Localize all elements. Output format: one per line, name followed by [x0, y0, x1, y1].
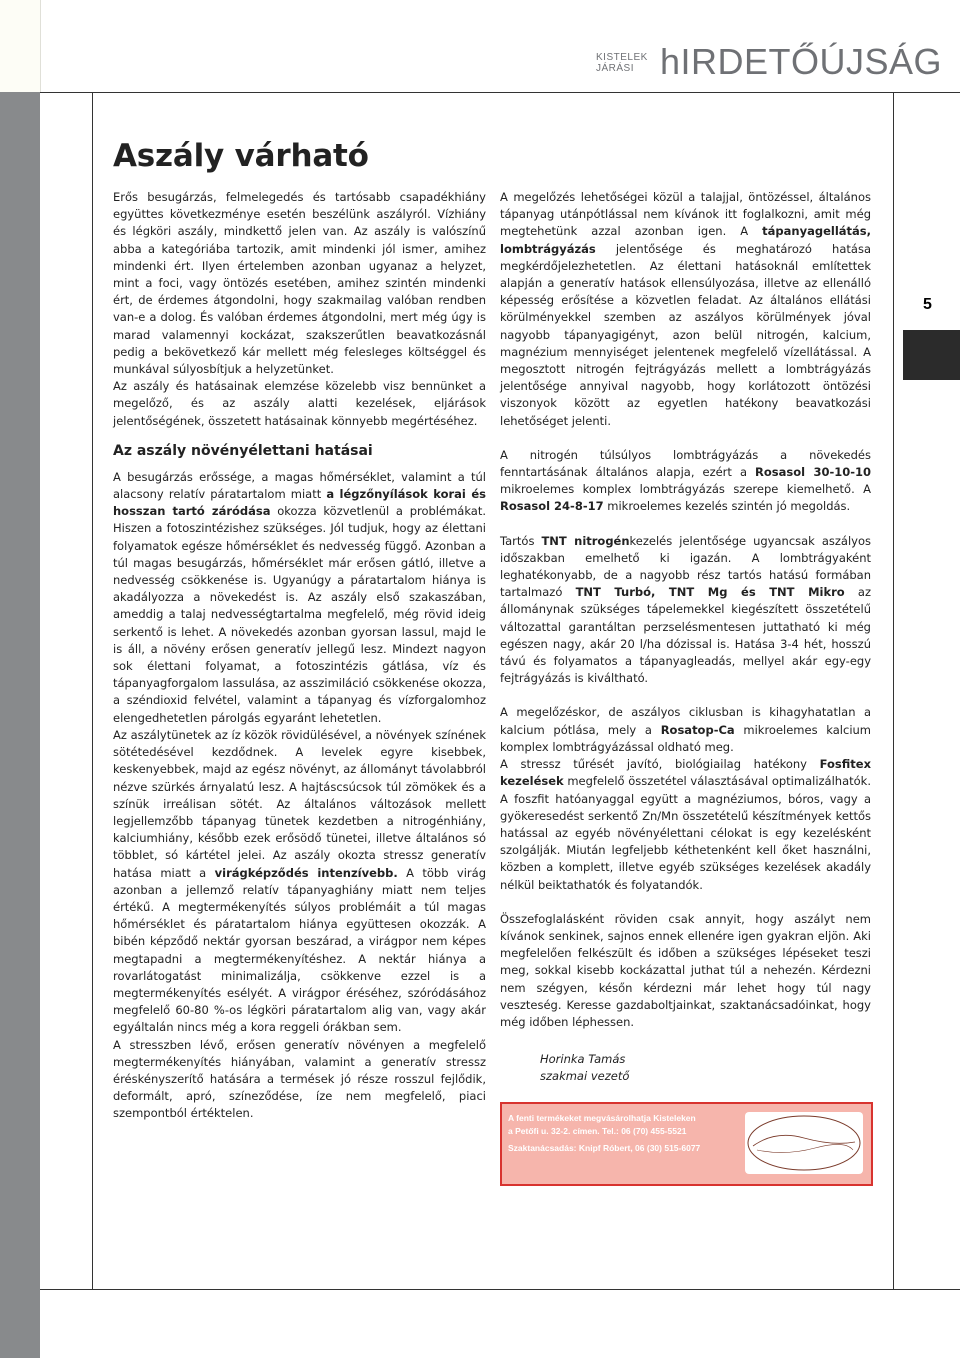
text-run: Az aszálytünetek az íz közök rövidülésével, a növények színének sötétedésével kezdődnek. A levelek egyre kisebbek, keskenyebbek, majd az egész növényt, az állományt távolabbról nézve szürkés árnyalatú lesz. A hajtáscsúcsok túl zömökek és a színük irreálisan sötét. Az általános változások mellett legjellemzőbb tápanyag tünetek kezdetben a nitrogénhiány, kalciumhiány, később ezek erősödő tünetei, illetve általános só többlet, só kártétel jelei. Az aszály okozta stressz generatív hatása miatt a	[113, 727, 486, 880]
article-title: Aszály várható	[113, 138, 369, 174]
bold-text: Rosasol 24-8-17	[500, 499, 604, 514]
paragraph-gap	[500, 894, 871, 911]
paragraph: Összefoglalásként röviden csak annyit, hogy aszályt nem kívánok senkinek, sajnos ennek ellenére igen gyakran eljön. Aki megfelelően felkészült és időben a szükséges lépéseket teszi meg, sokkal kisebb kockázattal juthat túl a nehezén. Kérdezni nem szégyen, későn kérdezni már lehet hogy túl nagy veszteség. Keresse gazdaboltjainkat, szaktanácsadóinkat, hogy még időben léphessen.	[500, 911, 871, 1029]
text-run: kezelés jelentősége ugyancsak aszályos időszakban emelhető ki igazán. A lombtrágyaként leghatékonyabb, de a nagyobb rész tartós hatású formában tartalmazó	[500, 533, 871, 600]
text-run: az állománynak szükséges tápelemekkel kiegészített összetételű változattal garantáltan perzselésmentesen juttatható ki még egészen nagy, akár 20 l/ha dózissal is. Hatása 3-4 hét, hosszú távú és folyamatos a tápanyagleadás, mellyel akár egy-egy fejtrágyázás is kiváltható.	[500, 585, 871, 686]
signature-role: szakmai vezető	[540, 1069, 630, 1084]
advertisement-box	[500, 1102, 873, 1186]
bold-text: tápanyagellátás, lombtrágyázás	[500, 224, 871, 256]
paragraph: A stresszben lévő, erősen generatív növényen a megfelelő megtermékenyítés hiányában, valamint a generatív stressz éréskényszerítő hatására a termések jó része rosszul fejlődik, deformált, apró, színeződése, íze nem megfelelő, piaci szempontból értéktelen.	[113, 1037, 486, 1121]
ad-line: Szaktanácsadás: Knipf Róbert, 06 (30) 515-6077	[508, 1142, 701, 1153]
text-run: mikroelemes komplex lombtrágyázás szerepe kiemelhető. A	[500, 482, 871, 497]
frame-bottom-line	[40, 1289, 960, 1290]
company-logo-graphic	[745, 1112, 863, 1174]
text-run: A nitrogén túlsúlyos lombtrágyázás a növekedés fenntartásának általános alapja, ezért a	[500, 447, 871, 480]
paragraph: Az aszály és hatásainak elemzése közelebb visz bennünket a megelőző, és az aszály alatti kezelések, eljárások jelentőségének, összetett hatásainak könnyebb megértéséhez.	[113, 379, 486, 428]
text-run: A stressz tűrését javító, biológiailag hatékony	[500, 757, 820, 772]
left-margin-bar	[0, 92, 40, 1358]
text-run: mikroelemes kalcium komplex lombtrágyázással oldható meg.	[500, 722, 872, 754]
page-number: 5	[923, 296, 932, 313]
paragraph	[500, 704, 871, 756]
paragraph	[113, 727, 486, 1037]
text-run: okozza közvetlenül a problémákat. Hiszen a fotoszintézishez szükséges. Jól tudjuk, hogy az élettani folyamatok egésze hőmérséklet és nedvesség függő. Azonban a túl magas besugárzás, hőmérséklet már erősen gátló, illetve a nedvesség csökkenése is. Ugyanúgy a páratartalom hiánya is akadályozza a növekedést is. Az aszály első szakaszában, ameddig a talaj nedvességtartalma megfelelő, még rövid ideig serkentő is lehet. A növekedés azonban gyorsan lassul, majd le is áll, a növény erősen generatív jellegű lesz. Mindezt nagyon sok élettani folyamat, a fotoszintézis gátlása, víz és tápanyagforgalom lassulása, az asszimiláció csökkenése okozza, a széndioxid felvétel, valamint a tápanyag és vízforgalomhoz elengedhetetlen párolgás egyaránt lehetetlen.	[113, 504, 486, 725]
bold-text: a légzőnyílások korai és hosszan tartó záródása	[113, 487, 486, 519]
article-column-right	[500, 189, 871, 1186]
paragraph	[500, 756, 871, 894]
text-run: A megelőzéskor, de aszályos ciklusban is kihagyhatatlan a kalcium pótlása, mely a	[500, 705, 871, 737]
ad-line: A fenti termékeket megvásárolhatja Kisteleken	[508, 1112, 696, 1123]
frame-top-line	[40, 92, 960, 93]
brand-title: hIRDETŐÚJSÁG	[660, 41, 943, 82]
text-run: jelentősége és meghatározó hatása megkérdőjelezhetetlen. Az élettani hatásoknál említettek alapján a generatív hatások ellensúlyozása, illetve az ellenálló képesség erősítése a közvetlen feladat. Az általános ellátási körülményekkel szemben az aszályos körülmények jóval nagyobb tápanyagigényt, azon belül nitrogén, kalcium, magnézium mennyiséget jelentenek megfelelő vízellátással. A megosztott nitrogén fejtrágyázás mellett a lombtrágyázás jelentősége annyival nagyobb, hogy korlátozott öntözési viszonyok között az egyetlen hatékony beavatkozási lehetőséget jelenti.	[500, 241, 871, 428]
bold-text: Fosfitex kezelések	[500, 757, 871, 789]
text-run: megfelelő összetétel választásával optimalizálhatók. A foszfit hatóanyaggal együtt a magnéziumos, bóros, vagy a gyökeresedést serkentő Zn/Mn összetételű készítmények kettős hatással az egyéb növényélettani célokat is egy kezelésként szolgálják. Miután legfeljebb kéthetenként kell őket használni, közben a komplett, illetve egyéb szükséges kezelések akadály nélkül beiktathatók és folyatandók.	[500, 774, 871, 892]
frame-right-line	[893, 92, 894, 1289]
bold-text: TNT nitrogén	[541, 533, 630, 548]
text-run: A megelőzés lehetőségei közül a talajjal, öntözéssel, általános tápanyag utánpótlással nem kívánok itt foglalkozni, amit még megtehetünk azzal azonban igen. A	[500, 190, 871, 239]
bold-text: Rosatop-Ca	[660, 722, 735, 737]
text-run: Tartós	[500, 533, 542, 548]
paragraph-gap	[500, 516, 871, 533]
paragraph	[500, 447, 871, 516]
paragraph-gap	[500, 687, 871, 704]
paragraph-gap	[500, 430, 871, 447]
article-column-left	[113, 189, 486, 1123]
brand-small-line-2: JÁRÁSI	[596, 63, 635, 74]
paragraph	[500, 189, 871, 430]
bold-text: TNT Turbó, TNT Mg és TNT Mikro	[575, 585, 845, 600]
text-run: A több virág azonban a jellemző relatív tápanyaghiány miatt nem teljes értékű. A megtermékenyítés súlyos problémáit a túl magas hőmérséklet és páratartalom hiánya együttesen okozzák. A bibén képződő nektár gyorsan beszárad, a virágpor nem képes megtapadni a megtermékenyítéshez. A nektár hiánya a rovarlátogatást minimalizálja, csökkenve ezzel is a megtermékenyítés esélyét. A virágpor éréséhez, szóródásához megfelelő 60-80 %-os légköri páratartalom alig van, vagy akár egyáltalán nincs még a kora reggeli órákban sem.	[113, 865, 486, 1035]
ad-text	[508, 1112, 753, 1155]
text-run: A besugárzás erőssége, a magas hőmérséklet, valamint a túl alacsony relatív páratartalom miatt	[113, 469, 486, 502]
page-header	[0, 0, 960, 92]
company-logo	[745, 1112, 863, 1174]
frame-left-line	[92, 92, 93, 1289]
signature-name: Horinka Tamás	[540, 1052, 626, 1067]
ad-line: a Petőfi u. 32-2. címen. Tel.: 06 (70) 455-5521	[508, 1125, 687, 1136]
brand-small-line-1: KISTELEK	[596, 52, 648, 63]
bold-text: Rosasol 30-10-10	[755, 465, 872, 480]
paragraph	[500, 533, 871, 688]
text-run: mikroelemes kezelés szintén jó megoldás.	[603, 499, 851, 514]
brand-small-text	[596, 52, 648, 74]
section-heading: Az aszály növényélettani hatásai	[113, 442, 373, 459]
page-tab-marker	[903, 330, 960, 380]
bold-text: virágképződés intenzívebb.	[214, 865, 398, 880]
paragraph: Erős besugárzás, felmelegedés és tartósabb csapadékhiány együttes következménye esetén beszélünk aszályról. Vízhiány és légköri aszály, mindkettő jelen van. Az aszály is valószínű abba a kategóriába tartozik, amit mindenki jól ismer, amihez mindenki ért. Ilyen értelemben azonban ugyanaz a helyzet, mint a foci, vagy öntözés esetében, amihez szintén mindenki ért, de érdemes átgondolni, hogy szakmailag valóban rendben van-e a dolog. És valóban érdemes átgondolni, mert még úgy is marad valamennyi kockázat, szakszerűtlen beavatkozásnál pedig a bekövetkező kár mellett még felesleges költséggel és munkával súlyosbítjuk a helyzetünket.	[113, 190, 486, 377]
paragraph	[113, 469, 486, 727]
